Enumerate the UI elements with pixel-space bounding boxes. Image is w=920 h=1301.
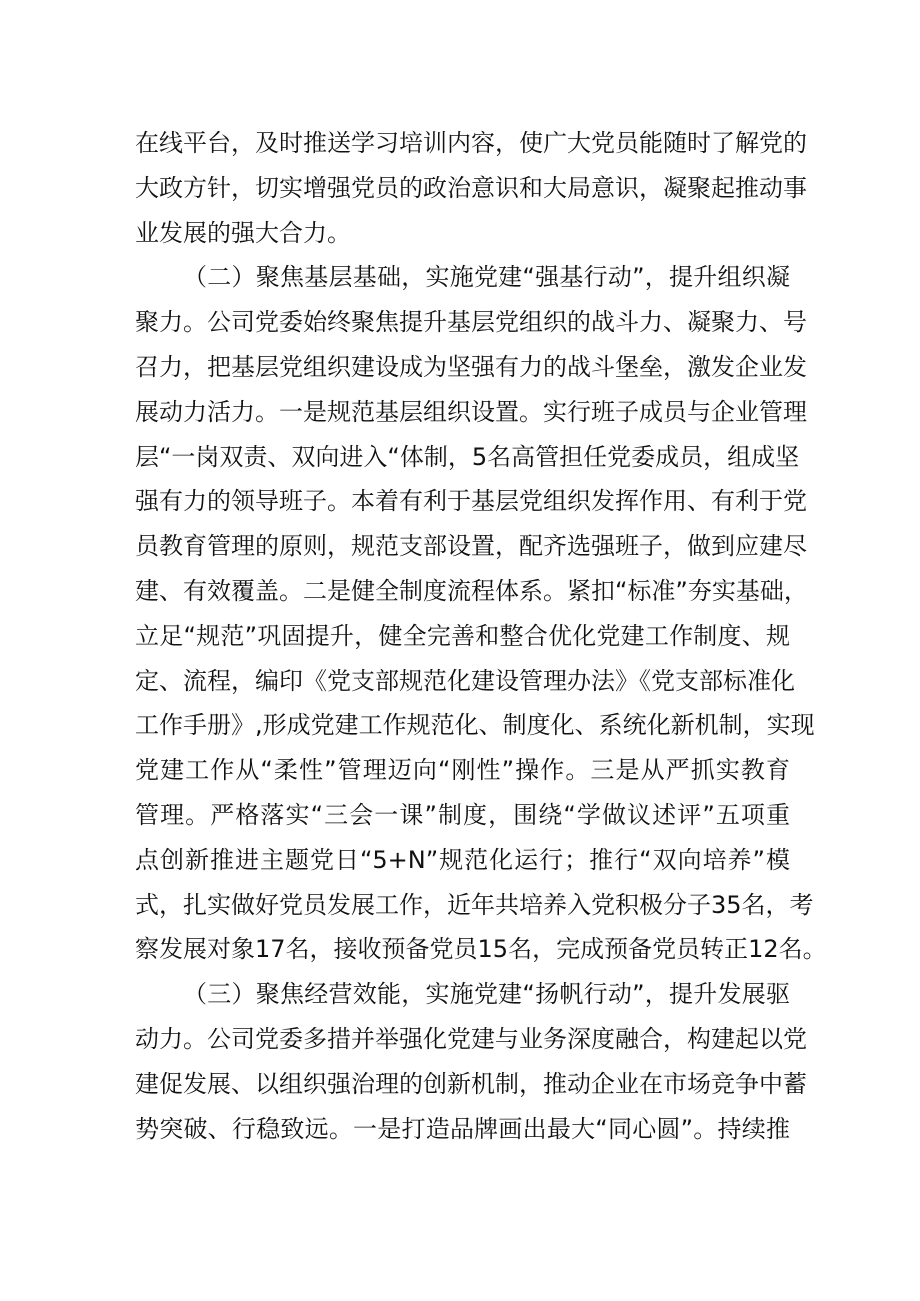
text-line: 点创新推进主题党日“5+N”规范化运行；推行“双向培养”模 bbox=[135, 845, 790, 874]
text-line: 管理。严格落实“三会一课”制度，围绕“学做议述评”五项重 bbox=[135, 800, 790, 829]
text-line: 式，扎实做好党员发展工作，近年共培养入党积极分子35名，考 bbox=[135, 890, 814, 919]
text-line: 业发展的强大合力。 bbox=[135, 218, 351, 247]
text-line: 党建工作从“柔性”管理迈向“刚性”操作。三是从严抓实教育 bbox=[135, 756, 790, 785]
text-line: 立足“规范”巩固提升，健全完善和整合优化党建工作制度、规 bbox=[135, 621, 790, 650]
text-line: 展动力活力。一是规范基层组织设置。实行班子成员与企业管理 bbox=[135, 397, 807, 426]
text-line: 强有力的领导班子。本着有利于基层党组织发挥作用、有利于党 bbox=[135, 487, 807, 516]
document-body bbox=[135, 121, 827, 1151]
text-line: 工作手册》,形成党建工作规范化、制度化、系统化新机制，实现 bbox=[135, 711, 815, 740]
text-line: 在线平台，及时推送学习培训内容，使广大党员能随时了解党的 bbox=[135, 129, 807, 157]
text-line: 员教育管理的原则，规范支部设置，配齐选强班子，做到应建尽 bbox=[135, 532, 807, 561]
text-line: 察发展对象17名，接收预备党员15名，完成预备党员转正12名。 bbox=[135, 935, 827, 964]
section-heading-line: （二）聚焦基层基础，实施党建“强基行动”，提升组织凝 bbox=[183, 263, 790, 292]
section-heading-line: （三）聚焦经营效能，实施党建“扬帆行动”，提升发展驱 bbox=[183, 980, 790, 1009]
text-line: 召力，把基层党组织建设成为坚强有力的战斗堡垒，激发企业发 bbox=[135, 352, 807, 381]
text-line: 定、流程，编印《党支部规范化建设管理办法》《党支部标准化 bbox=[135, 666, 795, 695]
text-line: 建、有效覆盖。二是健全制度流程体系。紧扣“标准”夯实基础， bbox=[135, 576, 808, 605]
text-line: 大政方针，切实增强党员的政治意识和大局意识，凝聚起推动事 bbox=[135, 173, 807, 202]
text-line: 聚力。公司党委始终聚焦提升基层党组织的战斗力、凝聚力、号 bbox=[135, 308, 807, 337]
text-line: 建促发展、以组织强治理的创新机制，推动企业在市场竞争中蓄 bbox=[135, 1069, 807, 1098]
text-line: 势突破、行稳致远。一是打造品牌画出最大“同心圆”。持续推 bbox=[135, 1114, 790, 1143]
text-line: 层“一岗双责、双向进入“体制，5名高管担任党委成员，组成坚 bbox=[135, 442, 800, 471]
text-line: 动力。公司党委多措并举强化党建与业务深度融合，构建起以党 bbox=[135, 1024, 807, 1053]
